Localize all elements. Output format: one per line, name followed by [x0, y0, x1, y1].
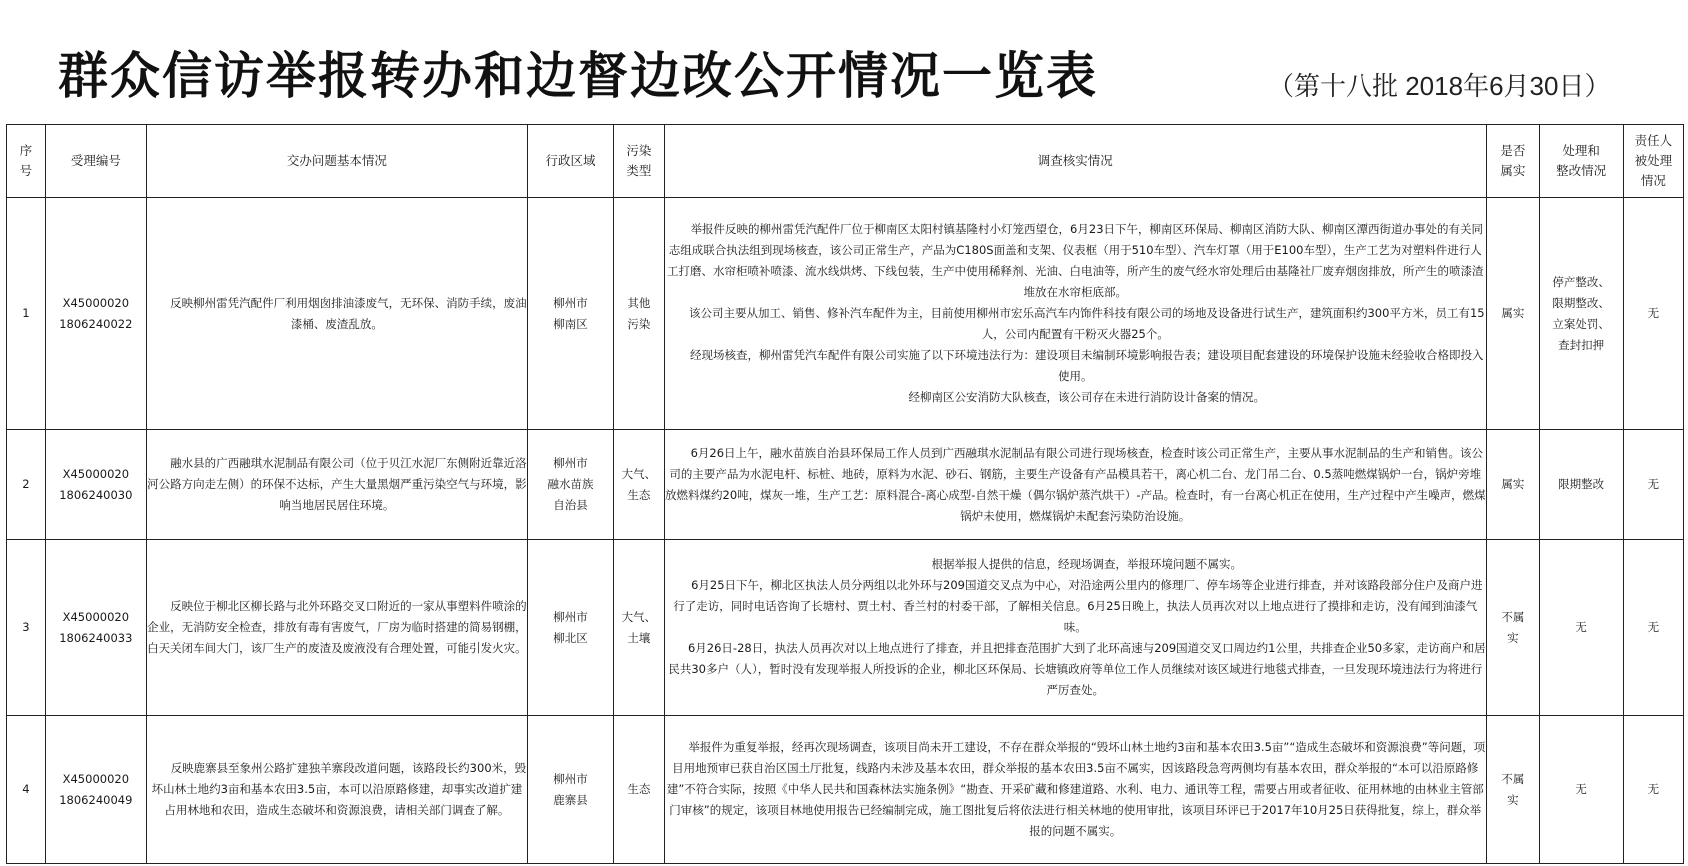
cell-investigation: 举报件反映的柳州雷凭汽配件厂位于柳南区太阳村镇基隆村小灯笼西望仓，6月23日下午，柳南区环保局、柳南区消防大队、柳南区潭西街道办事处的有关同志组成联合执法组到现场核查，该公司正常生产，产品为C180S面盖和支架、仪表框（用于510车型）、汽车灯罩（用于E100车型），生产工艺为对塑料件进行人工打磨、水帘柜喷补喷漆、流水线烘烤、下线包装，生产中使用稀释剂、光油、白电油等，所产生的废气经水帘处理后由基隆社厂废弃烟囱排放，所产生的喷漆渣堆放在水帘柜底部。 该公司主要从加工、销售、修补汽车配件为主，目前使用柳州市宏乐高汽车内饰件科技有限公司的场地及设备进行试生产，建筑面积约300平方米，员工有15人，公司内配置有干粉灭火器25个。 经现场核查，柳州雷凭汽车配件有限公司实施了以下环境违法行为：建设项目未编制环境影响报告表；建设项目配套建设的环境保护设施未经验收合格即投入使用。 经柳南区公安消防大队核查，该公司存在未进行消防设计备案的情况。 — [664, 198, 1486, 430]
header-row — [7, 125, 1684, 198]
cell-verified: 属实 — [1486, 430, 1539, 540]
cell-id: X45000020 1806240030 — [45, 430, 146, 540]
cell-verified: 不属 实 — [1486, 716, 1539, 864]
cell-handling: 停产整改、 限期整改、 立案处罚、 查封扣押 — [1539, 198, 1623, 430]
header-verified: 是否 属实 — [1486, 125, 1539, 198]
page-title: 群众信访举报转办和边督边改公开情况一览表 — [58, 47, 1098, 105]
cell-pollution: 其他 污染 — [614, 198, 665, 430]
table-row — [7, 540, 1684, 716]
cell-seq: 1 — [7, 198, 46, 430]
cell-verified: 属实 — [1486, 198, 1539, 430]
cell-issue: 反映柳州雷凭汽配件厂利用烟囱排油漆废气，无环保、消防手续，废油漆桶、废渣乱放。 — [146, 198, 527, 430]
cell-issue: 反映位于柳北区柳长路与北外环路交叉口附近的一家从事塑料件喷涂的企业，无消防安全检查，排放有毒有害废气，厂房为临时搭建的简易钢棚，白天关闭车间大门，该厂生产的废渣及废液没有合理处置，可能引发火灾。 — [146, 540, 527, 716]
table-row — [7, 716, 1684, 864]
header-region: 行政区域 — [527, 125, 613, 198]
cell-accountability: 无 — [1623, 540, 1683, 716]
header-issue: 交办问题基本情况 — [146, 125, 527, 198]
header-seq: 序 号 — [7, 125, 46, 198]
header-pollution: 污染 类型 — [614, 125, 665, 198]
cell-region: 柳州市 柳北区 — [527, 540, 613, 716]
cell-investigation: 6月26日上午，融水苗族自治县环保局工作人员到广西融琪水泥制品有限公司进行现场核查，检查时该公司正常生产，主要从事水泥制品的生产和销售。该公司的主要产品为水泥电杆、标桩、地砖，原料为水泥、砂石、钢筋，主要生产设备有产品模具若干，离心机二台、龙门吊二台、0.5蒸吨燃煤锅炉一台，锅炉旁堆放燃料煤约20吨，煤灰一堆，生产工艺：原料混合-离心成型-自然干燥（偶尔锅炉蒸汽烘干）-产品。检查时，有一台离心机正在使用，生产过程中产生噪声，燃煤锅炉未使用，燃煤锅炉未配套污染防治设施。 — [664, 430, 1486, 540]
cell-id: X45000020 1806240022 — [45, 198, 146, 430]
cell-issue: 反映鹿寨县至象州公路扩建独羊寨段改道问题，该路段长约300米，毁坏山林土地约3亩和基本农田3.5亩，本可以沿原路修建，却事实改道扩建占用林地和农田，造成生态破坏和资源浪费，请相关部门调查了解。 — [146, 716, 527, 864]
cell-handling: 无 — [1539, 540, 1623, 716]
header-id: 受理编号 — [45, 125, 146, 198]
cell-id: X45000020 1806240049 — [45, 716, 146, 864]
report-table — [6, 124, 1684, 864]
cell-accountability: 无 — [1623, 198, 1683, 430]
cell-accountability: 无 — [1623, 430, 1683, 540]
cell-handling: 无 — [1539, 716, 1623, 864]
cell-pollution: 大气、 生态 — [614, 430, 665, 540]
cell-region: 柳州市 融水苗族 自治县 — [527, 430, 613, 540]
cell-seq: 3 — [7, 540, 46, 716]
cell-issue: 融水县的广西融琪水泥制品有限公司（位于贝江水泥厂东侧附近靠近洛河公路方向走左侧）的环保不达标，产生大量黑烟严重污染空气与环境，影响当地居民居住环境。 — [146, 430, 527, 540]
table-row — [7, 430, 1684, 540]
table-row — [7, 198, 1684, 430]
cell-pollution: 生态 — [614, 716, 665, 864]
cell-seq: 2 — [7, 430, 46, 540]
cell-id: X45000020 1806240033 — [45, 540, 146, 716]
cell-seq: 4 — [7, 716, 46, 864]
header-handling: 处理和 整改情况 — [1539, 125, 1623, 198]
cell-investigation: 根据举报人提供的信息，经现场调查，举报环境问题不属实。 6月25日下午，柳北区执法人员分两组以北外环与209国道交叉点为中心，对沿途两公里内的修理厂、停车场等企业进行排查，并对该路段部分住户及商户进行了走访，同时电话咨询了长塘村、贾土村、香兰村的村委干部，了解相关信息。6月25日晚上，执法人员再次对以上地点进行了摸排和走访，没有闻到油漆气味。 6月26日-28日，执法人员再次对以上地点进行了排查，并且把排查范围扩大到了北环高速与209国道交叉口周边约1公里，共排查企业50多家，走访商户和居民共30多户（人），暂时没有发现举报人所投诉的企业，柳北区环保局、长塘镇政府等单位工作人员继续对该区域进行地毯式排查，一旦发现环境违法行为将进行严厉查处。 — [664, 540, 1486, 716]
cell-investigation: 举报件为重复举报，经再次现场调查，该项目尚未开工建设，不存在群众举报的“毁坏山林土地约3亩和基本农田3.5亩”“造成生态破坏和资源浪费”等问题，项目用地预审已获自治区国土厅批复，线路内未涉及基本农田，群众举报的基本农田3.5亩不属实，因该路段急弯两侧均有基本农田，群众举报的“本可以沿原路修建”不符合实际，按照《中华人民共和国森林法实施条例》“勘查、开采矿藏和修建道路、水利、电力、通讯等工程，需要占用或者征收、征用林地的由林业主管部门审核”的规定，该项目林地使用报告已经编制完成，施工图批复后将依法进行相关林地的使用审批，该项目环评已于2017年10月25日获得批复，综上，群众举报的问题不属实。 — [664, 716, 1486, 864]
cell-pollution: 大气、 土壤 — [614, 540, 665, 716]
header-investigation: 调查核实情况 — [664, 125, 1486, 198]
cell-region: 柳州市 鹿寨县 — [527, 716, 613, 864]
cell-accountability: 无 — [1623, 716, 1683, 864]
batch-date: （第十八批 2018年6月30日） — [1268, 71, 1611, 101]
cell-region: 柳州市 柳南区 — [527, 198, 613, 430]
cell-verified: 不属 实 — [1486, 540, 1539, 716]
cell-handling: 限期整改 — [1539, 430, 1623, 540]
header-accountability: 责任人 被处理 情况 — [1623, 125, 1683, 198]
